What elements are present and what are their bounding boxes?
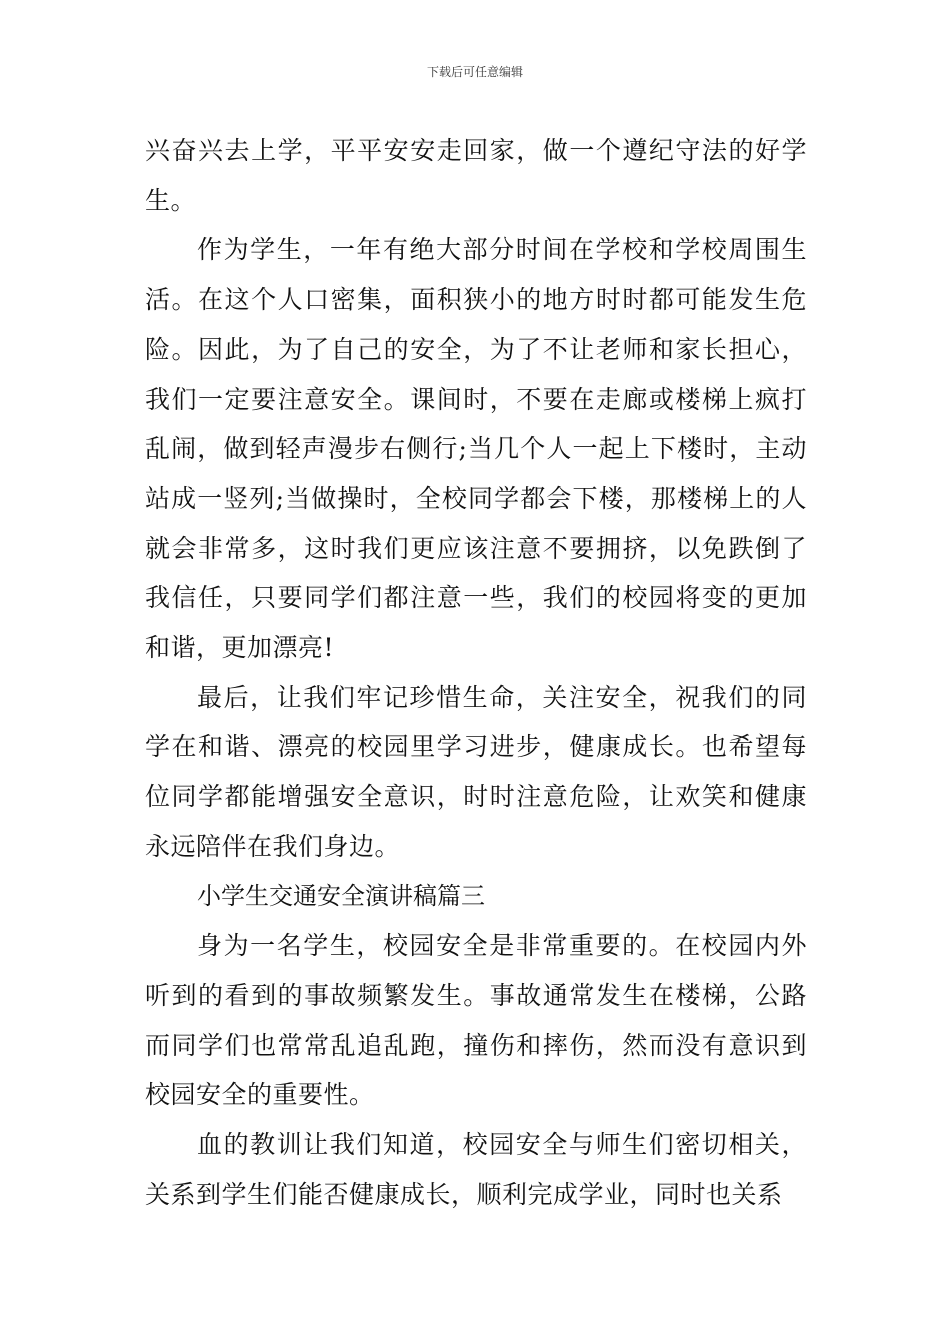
page-header: 下载后可任意编辑 (426, 65, 523, 79)
paragraph-campus-safety: 身为一名学生，校园安全是非常重要的。在校园内外听到的看到的事故频繁发生。事故通常发生在楼梯，公路而同学们也常常乱追乱跑，撞伤和摔伤，然而没有意识到校园安全的重要性。 (145, 931, 807, 1110)
paragraph-student-safety: 作为学生，一年有绝大部分时间在学校和学校周围生活。在这个人口密集，面积狭小的地方时时都可能发生危险。因此，为了自己的安全，为了不让老师和家长担心，我们一定要注意安全。课间时，不要在走廊或楼梯上疯打乱闹，做到轻声漫步右侧行;当几个人一起上下楼时，主动站成一竖列;当做操时，全校同学都会下楼，那楼梯上的人就会非常多，这时我们更应该注意不要拥挤，以免跌倒了我信任，只要同学们都注意一些，我们的校园将变的更加和谐，更加漂亮! (145, 235, 807, 663)
paragraph-continuation: 兴奋兴去上学，平平安安走回家，做一个遵纪守法的好学生。 (145, 136, 807, 215)
section-title: 小学生交通安全演讲稿篇三 (197, 881, 485, 910)
document-body (145, 126, 807, 1219)
paragraph-closing: 最后，让我们牢记珍惜生命，关注安全，祝我们的同学在和谐、漂亮的校园里学习进步，健康成长。也希望每位同学都能增强安全意识，时时注意危险，让欢笑和健康永远陪伴在我们身边。 (145, 682, 807, 861)
paragraph-lesson: 血的教训让我们知道，校园安全与师生们密切相关，关系到学生们能否健康成长，顺利完成学业，同时也关系 (145, 1130, 807, 1209)
